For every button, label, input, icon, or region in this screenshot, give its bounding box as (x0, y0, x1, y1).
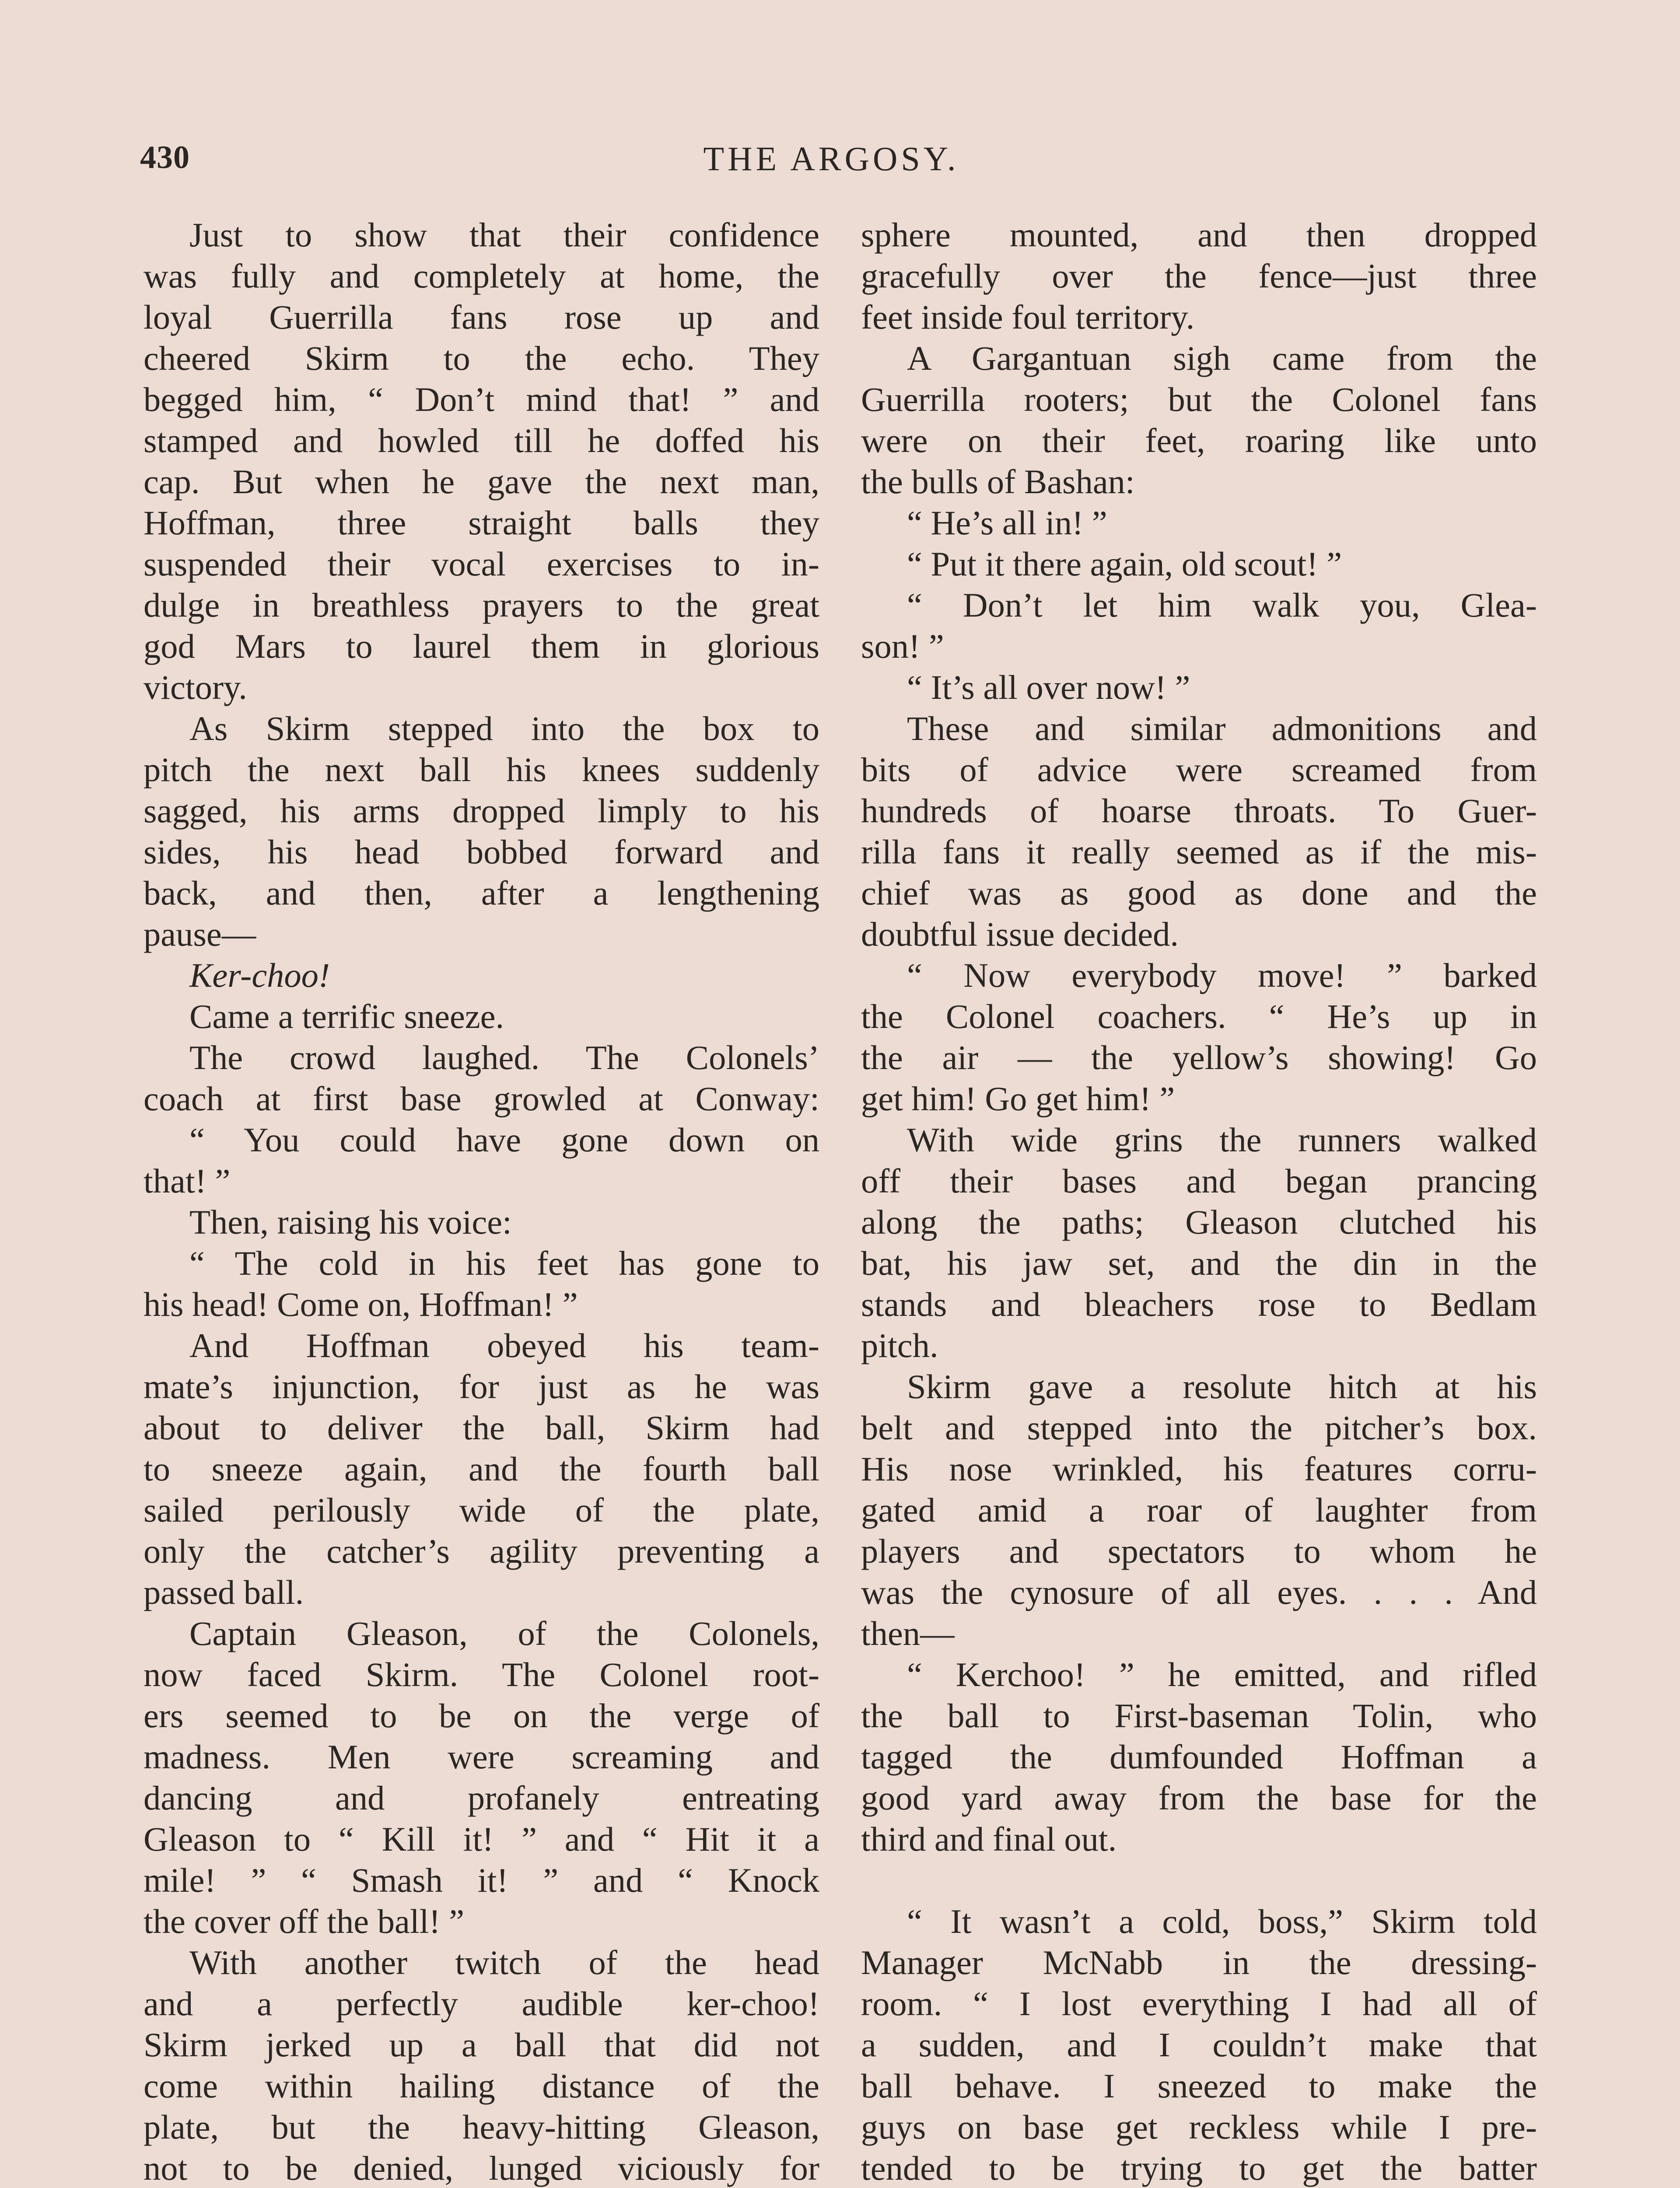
text-line: his head! Come on, Hoffman! ” (144, 1285, 578, 1323)
text-line: Guerrilla rooters; but the Colonel fans (861, 380, 1537, 418)
text-line: “ Kerchoo! ” he emitted, and rifled (907, 1655, 1537, 1694)
right-text-column (861, 214, 1537, 2188)
text-line: The crowd laughed. The Colonels’ (189, 1038, 819, 1076)
text-line: sides, his head bobbed forward and (144, 833, 819, 871)
text-line: chief was as good as done and the (861, 874, 1537, 912)
text-line: feet inside foul territory. (861, 298, 1195, 336)
text-line: was fully and completely at home, the (144, 257, 819, 295)
text-line: gracefully over the fence—just three (861, 257, 1537, 295)
text-line: now faced Skirm. The Colonel root- (144, 1655, 819, 1694)
text-line: pitch the next ball his knees suddenly (144, 750, 819, 789)
text-line: tended to be trying to get the batter (861, 2149, 1537, 2187)
text-line: the cover off the ball! ” (144, 1902, 465, 1940)
text-line: rilla fans it really seemed as if the mis- (861, 833, 1537, 871)
text-line: a sudden, and I couldn’t make that (861, 2026, 1537, 2064)
text-line: Manager McNabb in the dressing- (861, 1943, 1537, 1981)
text-line: And Hoffman obeyed his team- (189, 1326, 819, 1364)
text-line: victory. (144, 668, 247, 706)
text-line: the ball to First-baseman Tolin, who (861, 1697, 1537, 1735)
text-line: that! ” (144, 1162, 231, 1200)
text-line: Hoffman, three straight balls they (144, 504, 819, 542)
text-line: “ Put it there again, old scout! ” (907, 545, 1342, 583)
text-line: belt and stepped into the pitcher’s box. (861, 1409, 1537, 1447)
text-line: the Colonel coachers. “ He’s up in (861, 997, 1537, 1035)
text-line: With another twitch of the head (189, 1943, 819, 1981)
text-line: Skirm gave a resolute hitch at his (907, 1368, 1537, 1406)
text-line: god Mars to laurel them in glorious (144, 627, 819, 665)
text-line: only the catcher’s agility preventing a (144, 1532, 819, 1570)
text-line: “ The cold in his feet has gone to (189, 1244, 819, 1282)
text-line: Ker-choo! (189, 956, 330, 994)
text-line: “ He’s all in! ” (907, 504, 1107, 542)
text-line: A Gargantuan sigh came from the (907, 339, 1537, 377)
text-line: Then, raising his voice: (189, 1203, 512, 1241)
text-line: were on their feet, roaring like unto (861, 421, 1537, 459)
text-line: along the paths; Gleason clutched his (861, 1203, 1537, 1241)
text-line: about to deliver the ball, Skirm had (144, 1409, 819, 1447)
text-line: “ You could have gone down on (189, 1121, 819, 1159)
page-number: 430 (140, 140, 190, 175)
text-line: doubtful issue decided. (861, 915, 1179, 953)
text-line: ers seemed to be on the verge of (144, 1697, 819, 1735)
text-line: the bulls of Bashan: (861, 463, 1135, 501)
text-line: stamped and howled till he doffed his (144, 421, 819, 459)
text-line: the air — the yellow’s showing! Go (861, 1038, 1537, 1076)
text-line: guys on base get reckless while I pre- (861, 2108, 1537, 2146)
text-line: plate, but the heavy-hitting Gleason, (144, 2108, 819, 2146)
running-title: THE ARGOSY. (703, 140, 959, 178)
text-line: mile! ” “ Smash it! ” and “ Knock (144, 1861, 819, 1899)
text-line: bits of advice were screamed from (861, 750, 1537, 789)
text-line: back, and then, after a lengthening (144, 874, 819, 912)
text-line: dancing and profanely entreating (144, 1779, 819, 1817)
text-line: pause— (144, 915, 256, 953)
text-line: hundreds of hoarse throats. To Guer- (861, 792, 1537, 830)
text-line: third and final out. (861, 1820, 1117, 1858)
text-line: sagged, his arms dropped limply to his (144, 792, 819, 830)
text-line: “ It wasn’t a cold, boss,” Skirm told (907, 1902, 1537, 1940)
text-line: players and spectators to whom he (861, 1532, 1537, 1570)
text-line: sailed perilously wide of the plate, (144, 1491, 819, 1529)
text-line: to sneeze again, and the fourth ball (144, 1450, 819, 1488)
text-line: Came a terrific sneeze. (189, 997, 504, 1035)
text-line: As Skirm stepped into the box to (189, 709, 819, 747)
text-line: suspended their vocal exercises to in- (144, 545, 819, 583)
text-line: tagged the dumfounded Hoffman a (861, 1738, 1537, 1776)
text-line: passed ball. (144, 1573, 304, 1611)
text-line: pitch. (861, 1326, 938, 1364)
text-line: gated amid a roar of laughter from (861, 1491, 1537, 1529)
text-line: “ It’s all over now! ” (907, 668, 1190, 706)
text-line: get him! Go get him! ” (861, 1080, 1175, 1118)
text-line: was the cynosure of all eyes. . . . And (861, 1573, 1537, 1611)
text-line: cheered Skirm to the echo. They (144, 339, 819, 377)
text-line: “ Don’t let him walk you, Glea- (907, 586, 1537, 624)
left-text-column (144, 214, 819, 2188)
text-line: coach at first base growled at Conway: (144, 1080, 819, 1118)
text-line: ball behave. I sneezed to make the (861, 2067, 1537, 2105)
text-line: Just to show that their confidence (189, 216, 819, 254)
text-line: Gleason to “ Kill it! ” and “ Hit it a (144, 1820, 819, 1858)
text-line: room. “ I lost everything I had all of (861, 1985, 1537, 2023)
text-line: loyal Guerrilla fans rose up and (144, 298, 819, 336)
text-line: dulge in breathless prayers to the great (144, 586, 819, 624)
text-line: cap. But when he gave the next man, (144, 463, 819, 501)
text-line: and a perfectly audible ker-choo! (144, 1985, 819, 2023)
text-line: mate’s injunction, for just as he was (144, 1368, 819, 1406)
text-line: sphere mounted, and then dropped (861, 216, 1537, 254)
text-line: begged him, “ Don’t mind that! ” and (144, 380, 819, 418)
text-line: come within hailing distance of the (144, 2067, 819, 2105)
section-break (861, 1860, 1537, 1901)
text-line: bat, his jaw set, and the din in the (861, 1244, 1537, 1282)
text-line: son! ” (861, 627, 944, 665)
text-line: His nose wrinkled, his features corru- (861, 1450, 1537, 1488)
text-line: madness. Men were screaming and (144, 1738, 819, 1776)
text-line: Skirm jerked up a ball that did not (144, 2026, 819, 2064)
text-line: good yard away from the base for the (861, 1779, 1537, 1817)
text-line: then— (861, 1614, 955, 1652)
text-line: stands and bleachers rose to Bedlam (861, 1285, 1537, 1323)
text-line: not to be denied, lunged viciously for (144, 2149, 819, 2187)
text-line: These and similar admonitions and (907, 709, 1537, 747)
page-header (140, 139, 1522, 183)
text-line: off their bases and began prancing (861, 1162, 1537, 1200)
text-line: “ Now everybody move! ” barked (907, 956, 1537, 994)
text-line: With wide grins the runners walked (907, 1121, 1537, 1159)
text-line: Captain Gleason, of the Colonels, (189, 1614, 819, 1652)
